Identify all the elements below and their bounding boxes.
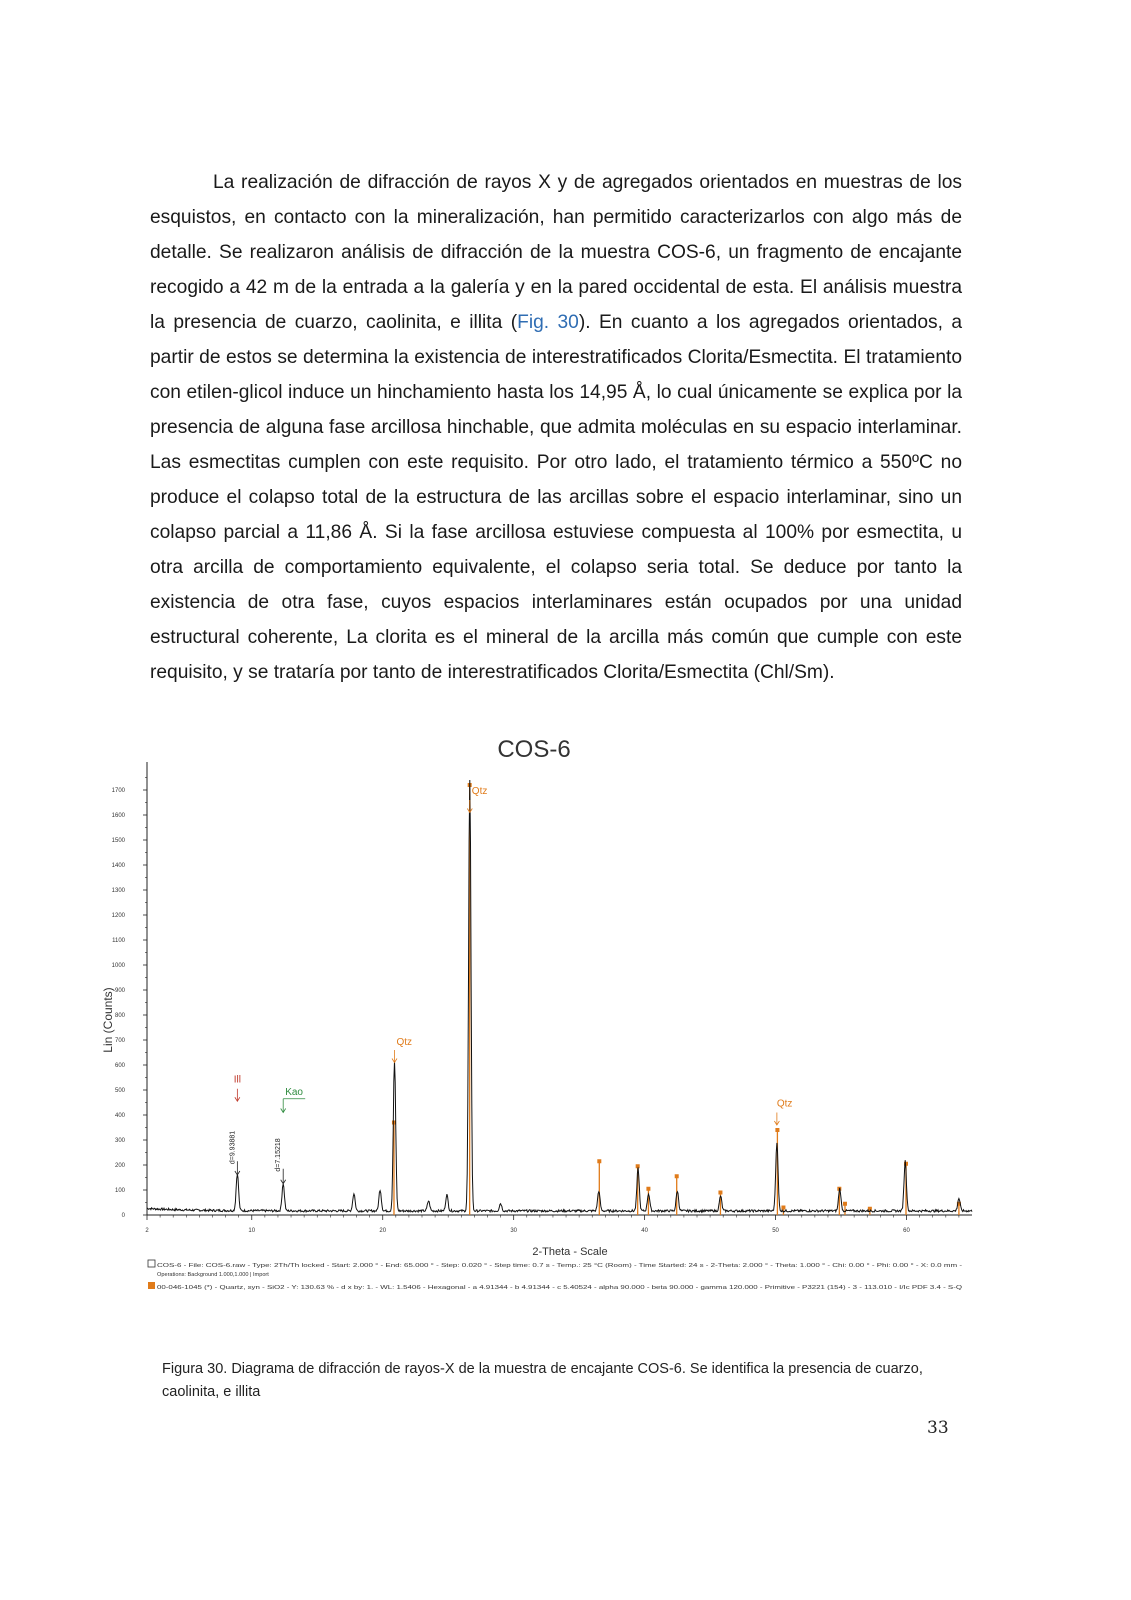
y-tick-label: 1200 [111, 913, 125, 919]
legend-line-1: COS-6 - File: COS-6.raw - Type: 2Th/Th locked - Start: 2.000 ° - End: 65.000 ° - Step: 0.020 ° - Step time: 0.7 s - Temp.: 25 °C (Room) - Time Started: 24 s - 2-Theta: 2.000 ° - Theta: 1.000 ° - Chi: 0.00 ° - Phi: 0.00 ° - X: 0.0 mm - [157, 1263, 963, 1269]
legend-swatch-quartz [148, 1282, 155, 1289]
x-ticks [145, 1215, 959, 1234]
chart-title: COS-6 [497, 736, 571, 763]
reference-stick-marker [597, 1159, 601, 1163]
chart-legend [148, 1260, 963, 1291]
y-tick-label: 300 [114, 1138, 125, 1144]
legend-swatch-sample [148, 1260, 155, 1267]
y-tick-label: 1700 [111, 788, 125, 794]
chart-axes [147, 762, 972, 1215]
y-tick-label: 0 [121, 1213, 125, 1219]
annotation-qtz-2: Qtz [396, 1037, 413, 1048]
y-ticks [112, 778, 147, 1220]
x-tick-label: 2 [145, 1228, 149, 1234]
y-tick-label: 1600 [111, 813, 125, 819]
legend-line-3: 00-046-1045 (*) - Quartz, syn - SiO2 - Y: 130.63 % - d x by: 1. - WL: 1.5406 - Hexagonal - a 4.91344 - b 4.91344 - c 5.40524 - alpha 90.000 - beta 90.000 - gamma 120.000 - Primitive - P3221 (154) - 3 - 113.010 - I/Ic PDF 3.4 - S-Q [157, 1285, 963, 1291]
figure-reference-label: Fig. [517, 312, 550, 333]
x-tick-label: 40 [641, 1228, 648, 1234]
annotation-d-spacing-1: d=9.93881 [229, 1130, 237, 1165]
body-paragraph [150, 165, 962, 690]
y-axis-label: Lin (Counts) [101, 987, 115, 1053]
phase-annotations [229, 786, 792, 1184]
figure-reference-link[interactable] [517, 312, 579, 333]
reference-stick-marker [718, 1191, 722, 1195]
quartz-reference-sticks [392, 783, 961, 1215]
annotation-d-spacing-2: d=7.15218 [275, 1138, 283, 1172]
x-tick-label: 50 [772, 1228, 779, 1234]
reference-stick-marker [781, 1206, 785, 1210]
reference-stick-marker [646, 1187, 650, 1191]
y-tick-label: 800 [114, 1013, 125, 1019]
y-tick-label: 400 [114, 1113, 125, 1119]
y-tick-label: 500 [114, 1088, 125, 1094]
reference-stick-marker [843, 1202, 847, 1206]
figure-caption: Figura 30. Diagrama de difracción de rayos-X de la muestra de encajante COS-6. Se identifica la presencia de cuarzo, caolinita, e illita [162, 1361, 923, 1400]
x-axis-label: 2-Theta - Scale [532, 1246, 608, 1258]
annotation-kaolinite: Kao [285, 1087, 303, 1098]
y-tick-label: 1400 [111, 863, 125, 869]
y-tick-label: 1100 [112, 938, 125, 944]
body-text-part1: La realización de difracción de rayos X y de agregados orientados en muestras de los esquistos, en contacto con la mineralización, han permitido caracterizarlos con algo más de detalle. Se realizaron análisis de difracción de la muestra COS-6, un fragmento de encajante recogido a 42 m de la entrada a la galería y en la pared occidental de esta. El análisis muestra la presencia de cuarzo, caolinita, e illita ( [150, 172, 962, 333]
x-tick-label: 10 [248, 1228, 256, 1234]
xrd-diffractogram [100, 730, 1000, 1315]
y-tick-label: 1000 [111, 963, 125, 969]
page-number: 33 [927, 1418, 949, 1438]
y-tick-label: 200 [114, 1163, 125, 1169]
y-tick-label: 100 [114, 1188, 125, 1194]
figure-reference-number: 30 [557, 312, 579, 333]
annotation-qtz-3: Qtz [776, 1098, 793, 1110]
y-tick-label: 1300 [111, 888, 125, 894]
diffraction-trace [147, 780, 972, 1212]
reference-stick-marker [675, 1174, 679, 1178]
annotation-qtz-main: Qtz [471, 785, 488, 797]
body-text-part2: ). En cuanto a los agregados orientados, a partir de estos se determina la existencia de interestratificados Clorita/Esmectita. El tratamiento con etilen-glicol induce un hinchamiento hasta los 14,95 Å, lo cual únicamente se explica por la presencia de alguna fase arcillosa hinchable, que admita moléculas en su espacio interlaminar. Las esmectitas cumplen con este requisito. Por otro lado, el tratamiento térmico a 550ºC no produce el colapso total de la estructura de las arcillas sobre el espacio interlaminar, sino un colapso parcial a 11,86 Å. Si la fase arcillosa estuviese compuesta al 100% por esmectita, u otra arcilla de comportamiento equivalente, el colapso seria total. Se deduce por tanto la existencia de otra fase, cuyos espacios interlaminares están ocupados por una unidad estructural coherente, La clorita es el mineral de la arcilla más común que cumple con este requisito, y se trataría por tanto de interestratificados Clorita/Esmectita (Chl/Sm). [150, 312, 962, 683]
annotation-illite: Ill [233, 1074, 241, 1086]
legend-line-2: Operations: Background 1.000,1.000 | Import [157, 1272, 269, 1278]
x-tick-label: 30 [510, 1228, 518, 1234]
y-tick-label: 700 [114, 1038, 125, 1044]
x-tick-label: 20 [379, 1228, 387, 1234]
reference-stick-marker [775, 1128, 779, 1132]
y-tick-label: 1500 [111, 838, 125, 844]
y-tick-label: 600 [114, 1063, 125, 1069]
x-tick-label: 60 [903, 1228, 910, 1234]
y-tick-label: 900 [114, 988, 125, 994]
